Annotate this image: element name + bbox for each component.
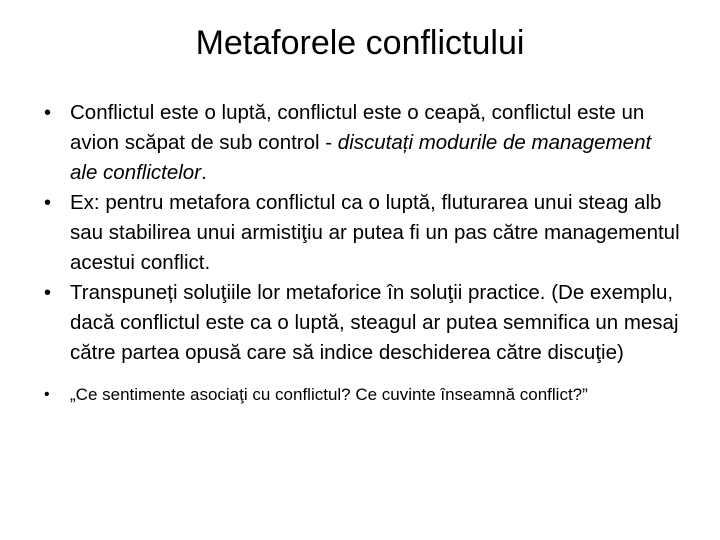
bullet-text: Transpuneți soluţiile lor metaforice în soluţii practice. (De exemplu, dacă conflictul este ca o luptă, steagul ar putea semnifica un mesaj către partea opusă care să indice deschiderea către discuţie) [70, 281, 679, 364]
bullet-icon: • [44, 192, 52, 214]
bullet-icon: • [44, 102, 52, 124]
bullet-item-question [44, 382, 684, 407]
bullet-item-example [44, 188, 684, 278]
bullet-item-transpose [44, 278, 684, 368]
bullet-icon: • [44, 386, 50, 403]
bullet-text: „Ce sentimente asociaţi cu conflictul? Ce cuvinte înseamnă conflict?” [70, 385, 588, 404]
bullet-item-metaphors [44, 98, 684, 188]
slide-title: Metaforele conflictului [195, 24, 525, 62]
bullet-text: Ex: pentru metafora conflictul ca o luptă, fluturarea unui steag alb sau stabilirea unui armistiţiu ar putea fi un pas către managementul acestui conflict. [70, 191, 680, 274]
bullet-text-tail: . [201, 161, 207, 184]
bullet-list [44, 98, 684, 407]
bullet-icon: • [44, 282, 52, 304]
bullet-text-italic: discutați modurile de management ale conflictelor [70, 131, 652, 184]
bullet-text: Conflictul este o luptă, conflictul este o ceapă, conflictul este un avion scăpat de sub control - [70, 101, 645, 154]
